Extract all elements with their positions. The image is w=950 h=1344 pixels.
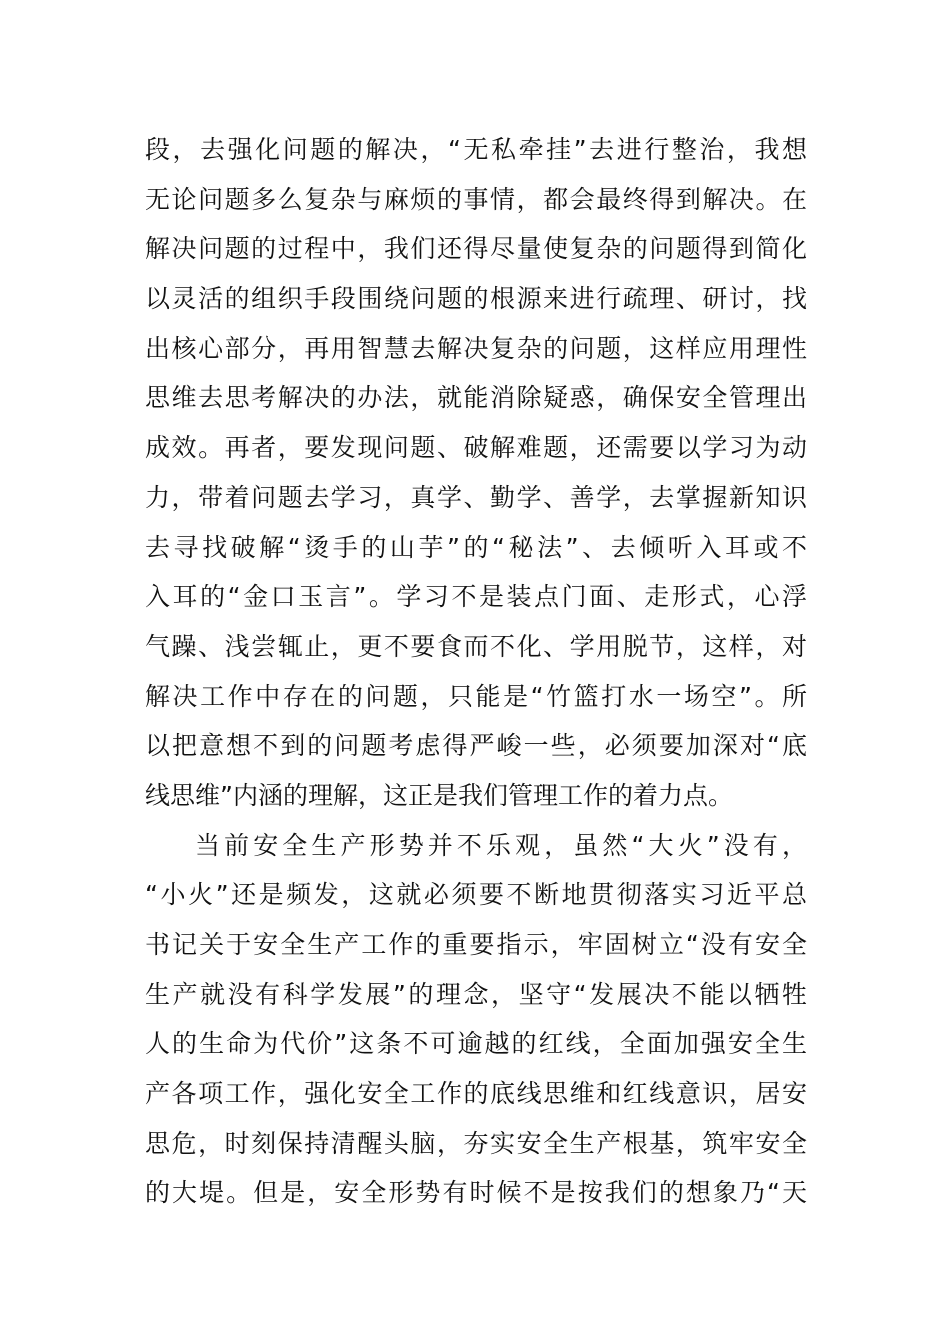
text-line: 思维去思考解决的办法，就能消除疑惑，确保安全管理出 [145, 383, 807, 413]
text-line: 生产就没有科学发展”的理念，坚守“发展决不能以牺牲 [145, 979, 807, 1009]
text-line: 无论问题多么复杂与麻烦的事情，都会最终得到解决。在 [145, 184, 807, 214]
text-line: 书记关于安全生产工作的重要指示，牢固树立“没有安全 [145, 930, 807, 959]
text-line: 气躁、浅尝辄止，更不要食而不化、学用脱节，这样，对 [145, 631, 807, 661]
text-line: “小火”还是频发，这就必须要不断地贯彻落实习近平总 [145, 880, 807, 910]
text-line: 以灵活的组织手段围绕问题的根源来进行疏理、研讨，找 [145, 284, 807, 314]
text-line: 以把意想不到的问题考虑得严峻一些，必须要加深对“底 [145, 731, 807, 761]
text-line: 成效。再者，要发现问题、破解难题，还需要以学习为动 [145, 433, 807, 463]
text-line: 思危，时刻保持清醒头脑，夯实安全生产根基，筑牢安全 [145, 1128, 807, 1158]
text-line: 人的生命为代价”这条不可逾越的红线，全面加强安全生 [145, 1029, 807, 1059]
text-line: 的大堤。但是，安全形势有时候不是按我们的想象乃“天 [145, 1178, 807, 1208]
text-line: 力，带着问题去学习，真学、勤学、善学，去掌握新知识 [145, 482, 807, 512]
text-line: 解决问题的过程中，我们还得尽量使复杂的问题得到简化 [145, 234, 807, 264]
text-line: 段，去强化问题的解决，“无私牵挂”去进行整治，我想 [145, 135, 807, 164]
text-line: 去寻找破解“烫手的山芋”的“秘法”、去倾听入耳或不 [145, 532, 807, 562]
text-line: 出核心部分，再用智慧去解决复杂的问题，这样应用理性 [145, 333, 807, 363]
text-line: 产各项工作，强化安全工作的底线思维和红线意识，居安 [145, 1079, 807, 1109]
paragraph-start-line: 当前安全生产形势并不乐观，虽然“大火”没有， [195, 830, 807, 860]
text-line: 解决工作中存在的问题，只能是“竹篮打水一场空”。所 [145, 681, 807, 711]
paragraph-end-line: 线思维”内涵的理解，这正是我们管理工作的着力点。 [145, 780, 733, 810]
body-text [145, 125, 807, 1218]
text-line: 入耳的“金口玉言”。学习不是装点门面、走形式，心浮 [145, 582, 807, 612]
